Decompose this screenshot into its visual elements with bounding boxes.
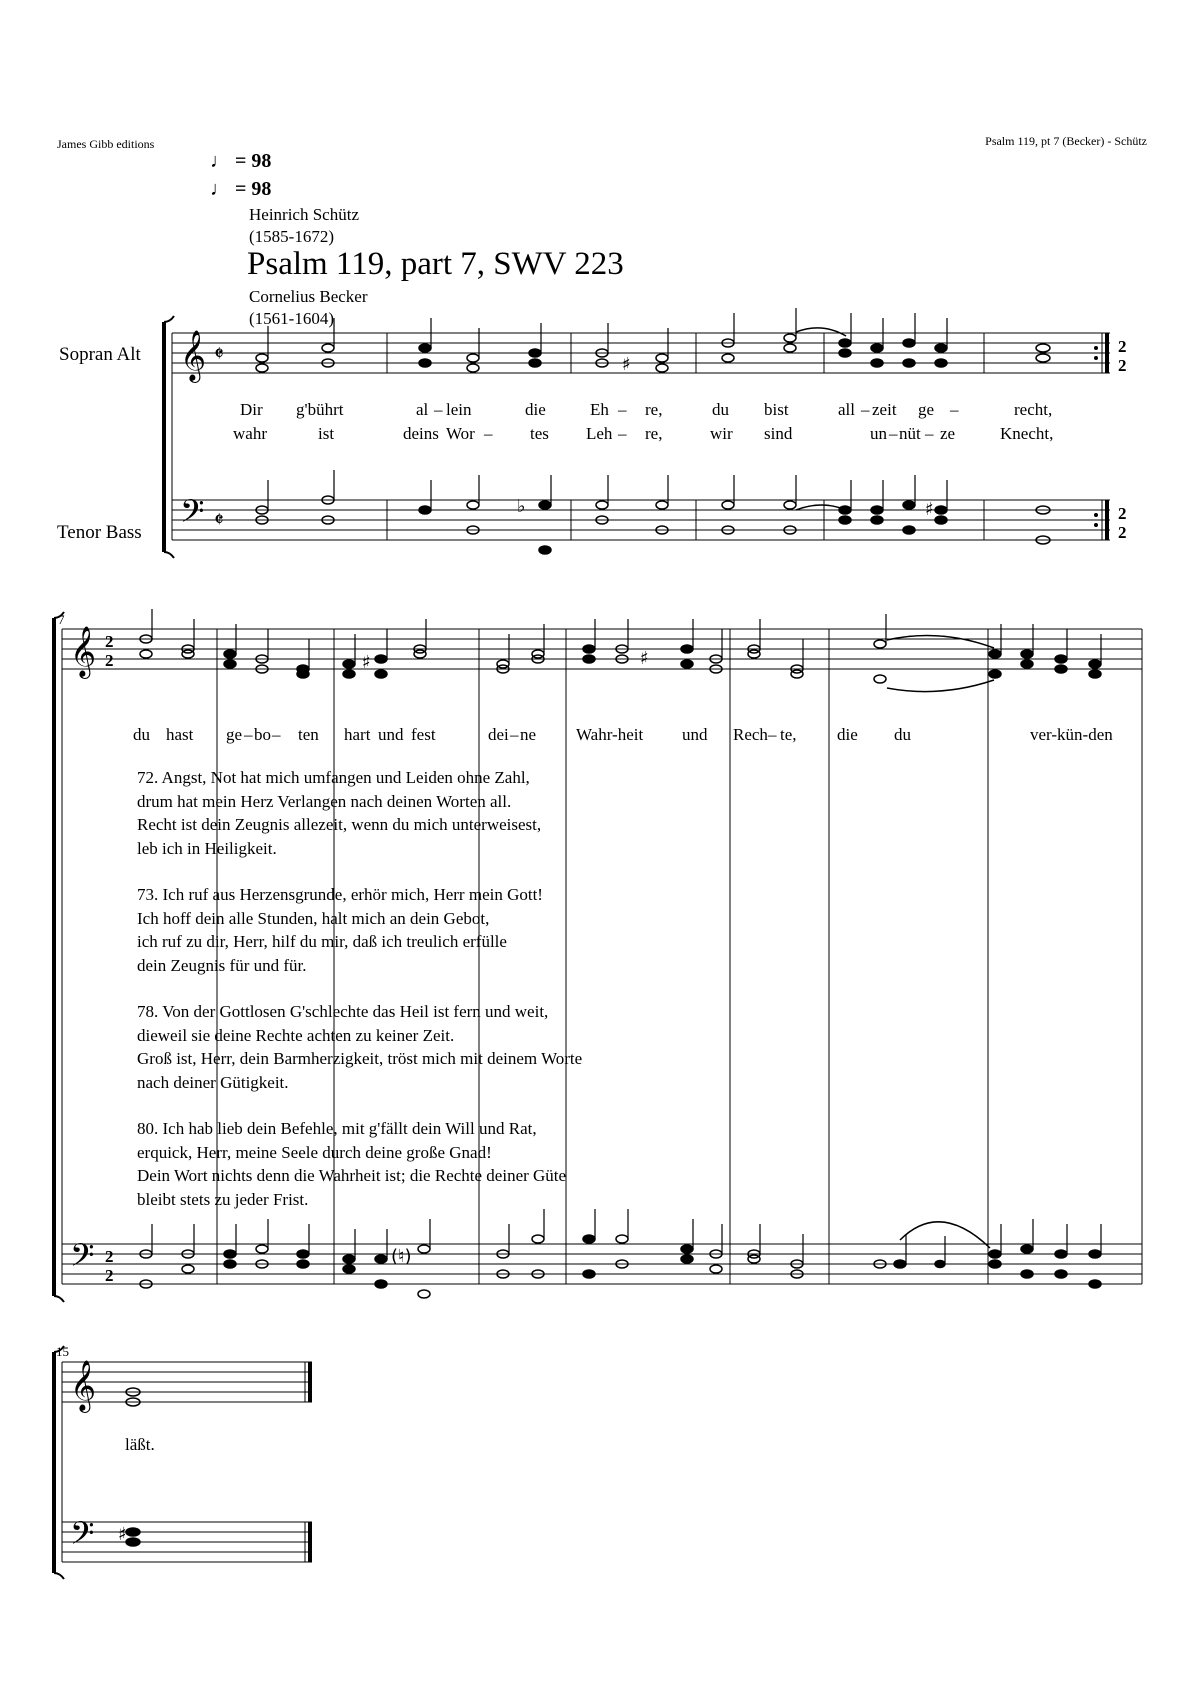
barlines-1: [172, 333, 1107, 540]
lyric-syllable: und: [378, 725, 404, 744]
lyric-hyphen: –: [889, 424, 898, 443]
verse-72: [137, 766, 582, 860]
verse-line: Groß ist, Herr, dein Barmherzigkeit, tröst mich mit deinem Worte: [137, 1049, 583, 1068]
lyric-hyphen: –: [950, 400, 959, 419]
lyric-syllable: und: [682, 725, 708, 744]
lyric-syllable: sind: [764, 424, 793, 443]
tempo-value: = 98: [235, 178, 272, 200]
lyric-syllable: du: [133, 725, 150, 744]
lyric-hyphen: –: [768, 725, 777, 744]
verse-line: 72. Angst, Not hat mich umfangen und Leiden ohne Zahl,: [137, 768, 530, 787]
poet-name: Cornelius Becker: [249, 287, 368, 306]
staff-lower-1: [172, 500, 1110, 540]
lyric-syllable: ist: [318, 424, 335, 443]
lyric-syllable: all: [838, 400, 855, 419]
verse-line: dieweil sie deine Rechte achten zu keiner Zeit.: [137, 1025, 455, 1045]
lyric-syllable: al: [416, 400, 429, 419]
treble-clef-icon: 𝄞: [180, 330, 207, 381]
lyric-syllable: recht,: [1014, 400, 1053, 419]
lyric-hyphen: –: [244, 725, 253, 744]
svg-text:2: 2: [105, 1247, 114, 1266]
tempo-value: = 98: [235, 150, 272, 172]
svg-text:2: 2: [105, 632, 114, 651]
treble-clef-icon: 𝄞: [70, 1360, 97, 1411]
lyric-hyphen: –: [434, 400, 443, 419]
ties: [796, 328, 994, 1248]
part-name-lower: Tenor Bass: [57, 522, 142, 543]
svg-text:♯: ♯: [362, 652, 371, 673]
lyric-syllable: dei: [488, 725, 509, 744]
lyric-syllable: läßt.: [125, 1435, 155, 1454]
lyric-hyphen: –: [484, 424, 493, 443]
bass-clef-icon: 𝄢: [70, 1237, 95, 1281]
lyric-syllable: g'bührt: [296, 400, 344, 419]
svg-text:2: 2: [1118, 356, 1127, 375]
verse-line: Dein Wort nichts denn die Wahrheit ist; die Rechte deiner Güte: [137, 1166, 567, 1185]
poet-dates: (1561-1604): [249, 309, 334, 328]
bass-clef-icon: 𝄢: [70, 1515, 95, 1559]
lyric-syllable: ge: [918, 400, 935, 419]
lyric-syllable: deins: [403, 424, 439, 443]
svg-text:♯: ♯: [118, 1524, 127, 1545]
lyric-syllable: Knecht,: [1000, 424, 1054, 443]
part-name-upper: Sopran Alt: [59, 344, 141, 365]
lyric-syllable: ten: [298, 725, 319, 744]
measure-number: 7: [58, 612, 65, 627]
verse-line: leb ich in Heiligkeit.: [137, 838, 277, 858]
lyric-hyphen: –: [861, 400, 870, 419]
svg-text:♭: ♭: [517, 496, 526, 517]
verse-line: Recht ist dein Zeugnis allezeit, wenn du mich unterweisest,: [137, 815, 542, 834]
lyric-syllable: te,: [780, 725, 797, 744]
bass-clef-icon: 𝄢: [180, 493, 205, 537]
lyric-syllable: re,: [645, 424, 663, 443]
lyric-syllable: ge: [226, 725, 243, 744]
svg-text:2: 2: [105, 651, 114, 670]
verse-line: Ich hoff dein alle Stunden, halt mich an dein Gebot,: [137, 908, 490, 928]
verse-line: nach deiner Gütigkeit.: [137, 1072, 289, 1092]
verses-block: [137, 766, 582, 1234]
lyric-syllable: Leh: [586, 424, 613, 443]
verse-line: drum hat mein Herz Verlangen nach deinen Worten all.: [137, 791, 512, 811]
quarter-note-icon: ♩: [210, 178, 230, 200]
svg-text:2: 2: [1118, 504, 1127, 523]
edition-label: James Gibb editions: [57, 137, 155, 151]
lyric-hyphen: –: [272, 725, 281, 744]
composer-dates: (1585-1672): [249, 227, 334, 246]
composer-name: Heinrich Schütz: [249, 205, 359, 224]
svg-text:♯: ♯: [925, 499, 934, 520]
cut-time-icon: 𝄵: [214, 508, 224, 533]
staff-upper-1: [172, 333, 1110, 373]
lyric-syllable: du: [712, 400, 729, 419]
verse-80: [137, 1117, 582, 1211]
verse-line: 80. Ich hab lieb dein Befehle, mit g'fällt dein Will und Rat,: [137, 1119, 537, 1138]
svg-text:2: 2: [1118, 337, 1127, 356]
lyric-syllable: Wahr-heit: [576, 725, 644, 744]
lyric-hyphen: –: [618, 400, 627, 419]
verse-line: ich ruf zu dir, Herr, hilf du mir, daß ich treulich erfülle: [137, 932, 507, 951]
lyric-syllable: nüt: [899, 424, 921, 443]
verse-line: bleibt stets zu jeder Frist.: [137, 1189, 309, 1209]
svg-text:♯: ♯: [622, 354, 631, 375]
verse-line: 78. Von der Gottlosen G'schlechte das Heil ist fern und weit,: [137, 1002, 549, 1021]
lyric-syllable: wahr: [233, 424, 267, 443]
lyric-syllable: Rech: [733, 725, 768, 744]
lyric-syllable: zeit: [872, 400, 897, 419]
lyric-syllable: tes: [530, 424, 549, 443]
verse-78: [137, 1000, 582, 1094]
lyric-hyphen: –: [925, 424, 934, 443]
svg-text:♯: ♯: [640, 648, 649, 669]
treble-clef-icon: 𝄞: [70, 626, 97, 677]
lyric-syllable: ze: [940, 424, 956, 443]
lyric-syllable: Eh: [590, 400, 609, 419]
verse-line: dein Zeugnis für und für.: [137, 955, 307, 975]
measure-number: 15: [56, 1344, 69, 1359]
lyric-syllable: die: [837, 725, 858, 744]
verse-line: 73. Ich ruf aus Herzensgrunde, erhör mich, Herr mein Gott!: [137, 885, 543, 904]
lyric-syllable: hast: [166, 725, 194, 744]
svg-text:2: 2: [105, 1266, 114, 1285]
quarter-note-icon: ♩: [210, 150, 230, 172]
lyric-syllable: re,: [645, 400, 663, 419]
svg-text:2: 2: [1118, 523, 1127, 542]
verse-line: erquick, Herr, meine Seele durch deine große Gnad!: [137, 1142, 492, 1162]
lyric-syllable: wir: [710, 424, 733, 443]
lyric-syllable: lein: [446, 400, 472, 419]
running-title: Psalm 119, pt 7 (Becker) - Schütz: [985, 134, 1147, 148]
lyric-syllable: bo: [254, 725, 271, 744]
staff-lower-3: [62, 1522, 312, 1562]
lyric-syllable: ver-kün-den: [1030, 725, 1113, 744]
page-title: Psalm 119, part 7, SWV 223: [247, 246, 624, 282]
lyric-syllable: hart: [344, 725, 371, 744]
lyric-syllable: Dir: [240, 400, 263, 419]
svg-text:(♮): (♮): [391, 1246, 412, 1267]
cut-time-icon: 𝄵: [214, 342, 224, 367]
lyric-syllable: un: [870, 424, 887, 443]
verse-73: [137, 883, 582, 977]
lyric-syllable: fest: [411, 725, 436, 744]
lyric-syllable: ne: [520, 725, 537, 744]
lyric-syllable: bist: [764, 400, 789, 419]
lyric-hyphen: –: [618, 424, 627, 443]
lyric-hyphen: –: [510, 725, 519, 744]
lyric-syllable: Wor: [446, 424, 475, 443]
staff-upper-3: [62, 1362, 312, 1402]
lyric-syllable: die: [525, 400, 546, 419]
lyric-syllable: du: [894, 725, 911, 744]
